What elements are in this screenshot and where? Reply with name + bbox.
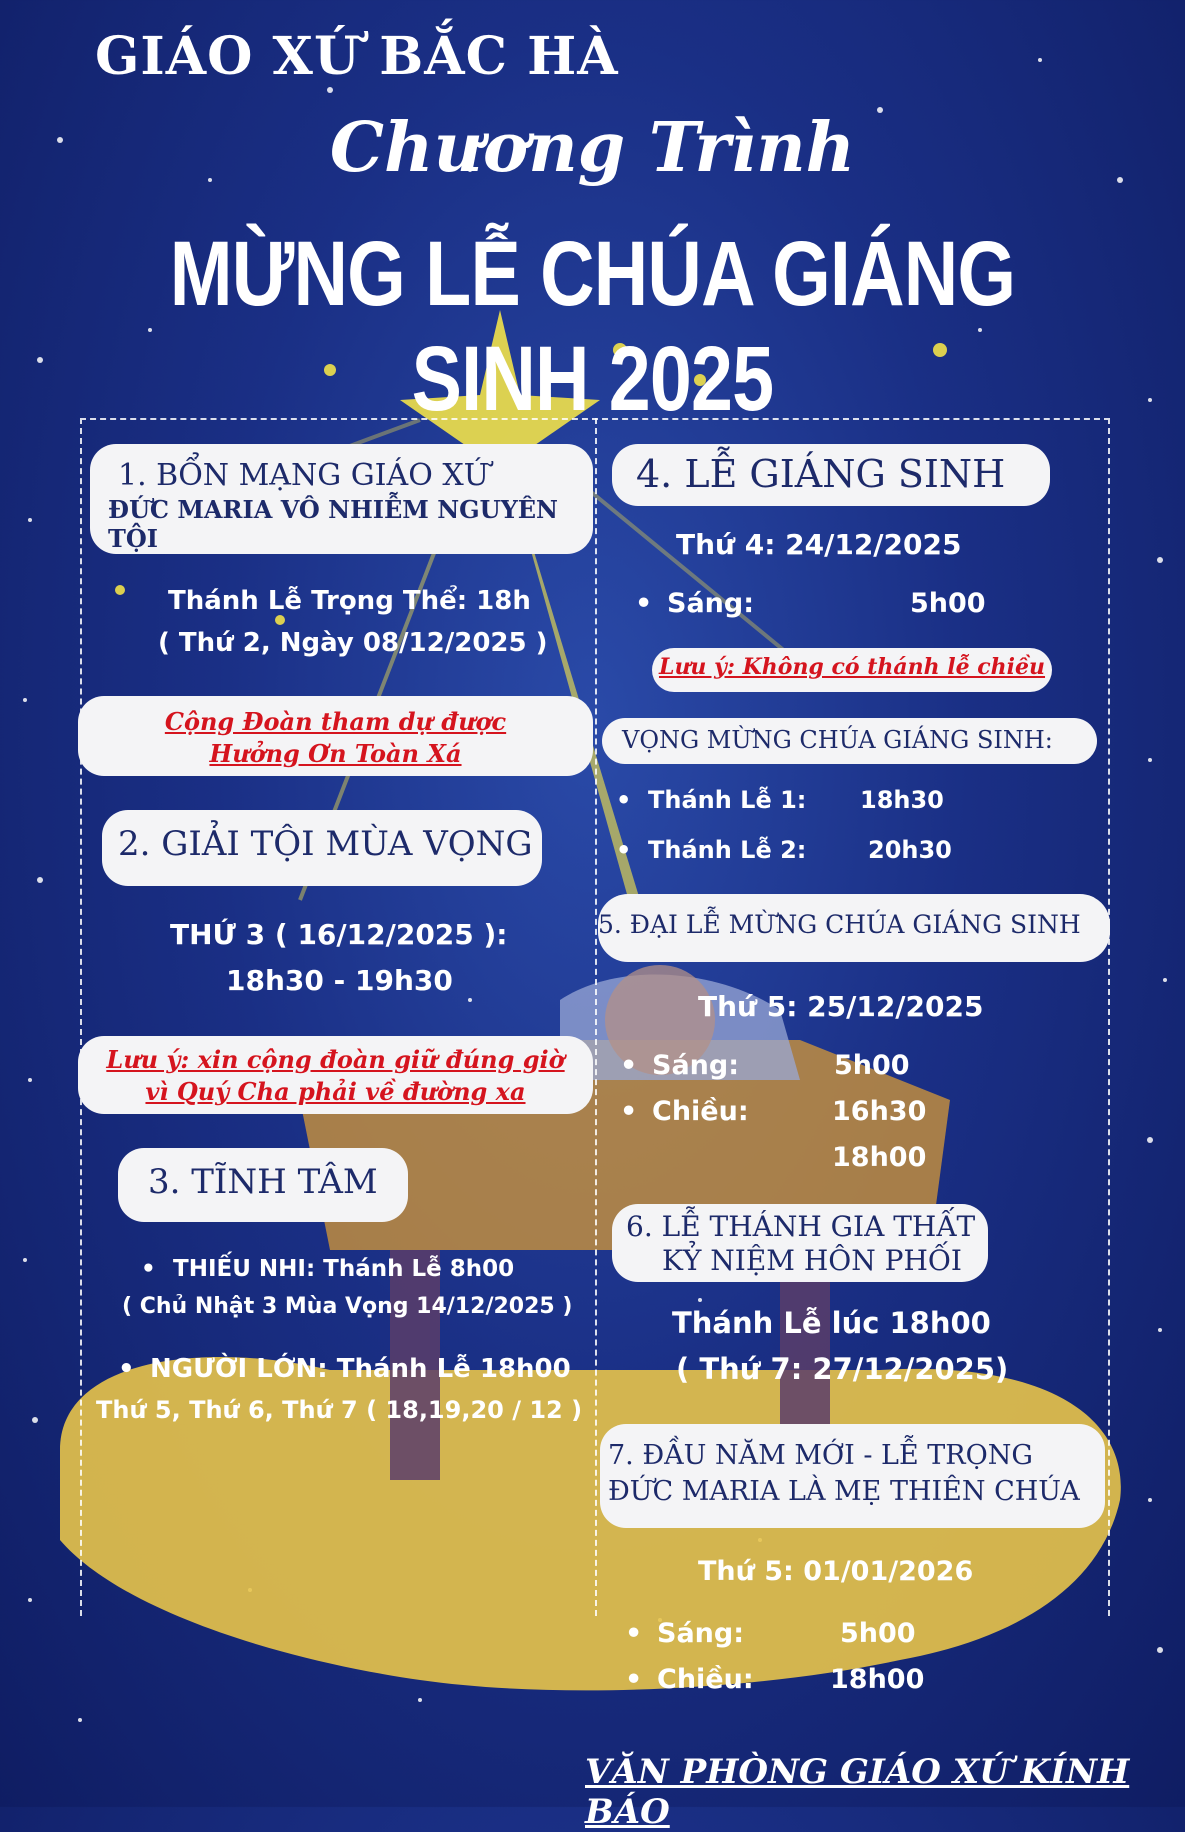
section-6-title-line1: 6. LỄ THÁNH GIA THẤT (626, 1210, 976, 1243)
section-1-title (90, 444, 593, 554)
section-6-title (612, 1204, 988, 1282)
section-4-title-text: 4. LỄ GIÁNG SINH (636, 452, 1006, 496)
section-4-note-text: Lưu ý: Không có thánh lễ chiều (658, 654, 1046, 680)
section-6-mass: Thánh Lễ lúc 18h00 (672, 1306, 991, 1340)
section-6-date: ( Thứ 7: 27/12/2025) (676, 1352, 1009, 1386)
parish-name: GIÁO XỨ BẮC HÀ (95, 26, 619, 87)
section-7-title (600, 1424, 1105, 1528)
section-2-note (78, 1036, 593, 1114)
section-1-title-line2: ĐỨC MARIA VÔ NHIỄM NGUYÊN TỘI (108, 495, 558, 553)
section-7-morning-time: 5h00 (840, 1618, 916, 1649)
section-5-title (598, 894, 1110, 962)
section-1-note-line2: Hưởng Ơn Toàn Xá (209, 739, 462, 768)
section-5-evening-time2: 18h00 (832, 1142, 927, 1173)
section-5-morning-time: 5h00 (834, 1050, 910, 1081)
section-5-evening-time1: 16h30 (832, 1096, 927, 1127)
section-5-morning-label: • Sáng: (652, 1050, 739, 1081)
section-7-date: Thứ 5: 01/01/2026 (698, 1556, 974, 1587)
section-4-vigil-title-text: VỌNG MỪNG CHÚA GIÁNG SINH: (622, 726, 1053, 754)
section-1-mass: Thánh Lễ Trọng Thể: 18h (168, 586, 531, 616)
section-4-date: Thứ 4: 24/12/2025 (676, 528, 962, 561)
footer-signature: VĂN PHÒNG GIÁO XỨ KÍNH BÁO (585, 1752, 1130, 1832)
program-heading: Chương Trình (329, 108, 856, 188)
section-7-title-line2: ĐỨC MARIA LÀ MẸ THIÊN CHÚA (608, 1476, 1080, 1507)
section-7-morning-label: • Sáng: (657, 1618, 744, 1649)
section-4-mass1-time: 18h30 (860, 786, 944, 814)
column-divider (595, 418, 597, 1616)
section-1-title-line1: 1. BỔN MẠNG GIÁO XỨ (118, 458, 489, 493)
section-6-title-line2: KỶ NIỆM HÔN PHỐI (662, 1244, 962, 1277)
section-2-time: 18h30 - 19h30 (226, 964, 453, 997)
section-7-evening-time: 18h00 (830, 1664, 925, 1695)
section-3-adults: • NGƯỜI LỚN: Thánh Lễ 18h00 (150, 1354, 571, 1384)
section-2-title (102, 810, 542, 886)
section-4-vigil-title (602, 718, 1097, 764)
section-4-mass2-label: • Thánh Lễ 2: (648, 836, 806, 864)
section-4-mass2-time: 20h30 (868, 836, 952, 864)
section-5-date: Thứ 5: 25/12/2025 (698, 990, 984, 1023)
section-3-adults-date: Thứ 5, Thứ 6, Thứ 7 ( 18,19,20 / 12 ) (96, 1396, 583, 1424)
page-title: MỪNG LỄ CHÚA GIÁNG SINH 2025 (169, 223, 1016, 430)
section-2-day: THỨ 3 ( 16/12/2025 ): (170, 918, 508, 951)
section-4-title (612, 444, 1050, 506)
section-2-note-line1: Lưu ý: xin cộng đoàn giữ đúng giờ (106, 1045, 565, 1074)
section-2-note-line2: vì Quý Cha phải về đường xa (145, 1077, 526, 1106)
section-4-note (652, 648, 1052, 692)
section-7-evening-label: • Chiều: (657, 1664, 754, 1695)
section-2-title-text: 2. GIẢI TỘI MÙA VỌNG (118, 824, 533, 864)
section-3-title-text: 3. TĨNH TÂM (148, 1162, 378, 1202)
section-1-date: ( Thứ 2, Ngày 08/12/2025 ) (158, 628, 548, 658)
section-5-title-text: 5. ĐẠI LỄ MỪNG CHÚA GIÁNG SINH (598, 910, 1081, 939)
section-7-title-line1: 7. ĐẦU NĂM MỚI - LỄ TRỌNG (608, 1440, 1033, 1471)
section-4-morning-time: 5h00 (910, 588, 986, 619)
section-4-mass1-label: • Thánh Lễ 1: (648, 786, 806, 814)
section-4-morning-label: • Sáng: (667, 588, 754, 619)
section-3-kids: • THIẾU NHI: Thánh Lễ 8h00 (173, 1256, 514, 1282)
section-1-note-line1: Cộng Đoàn tham dự được (164, 707, 507, 736)
section-1-note (78, 696, 593, 776)
section-5-evening-label: • Chiều: (652, 1096, 749, 1127)
section-3-title (118, 1148, 408, 1222)
section-3-kids-date: ( Chủ Nhật 3 Mùa Vọng 14/12/2025 ) (122, 1294, 573, 1319)
